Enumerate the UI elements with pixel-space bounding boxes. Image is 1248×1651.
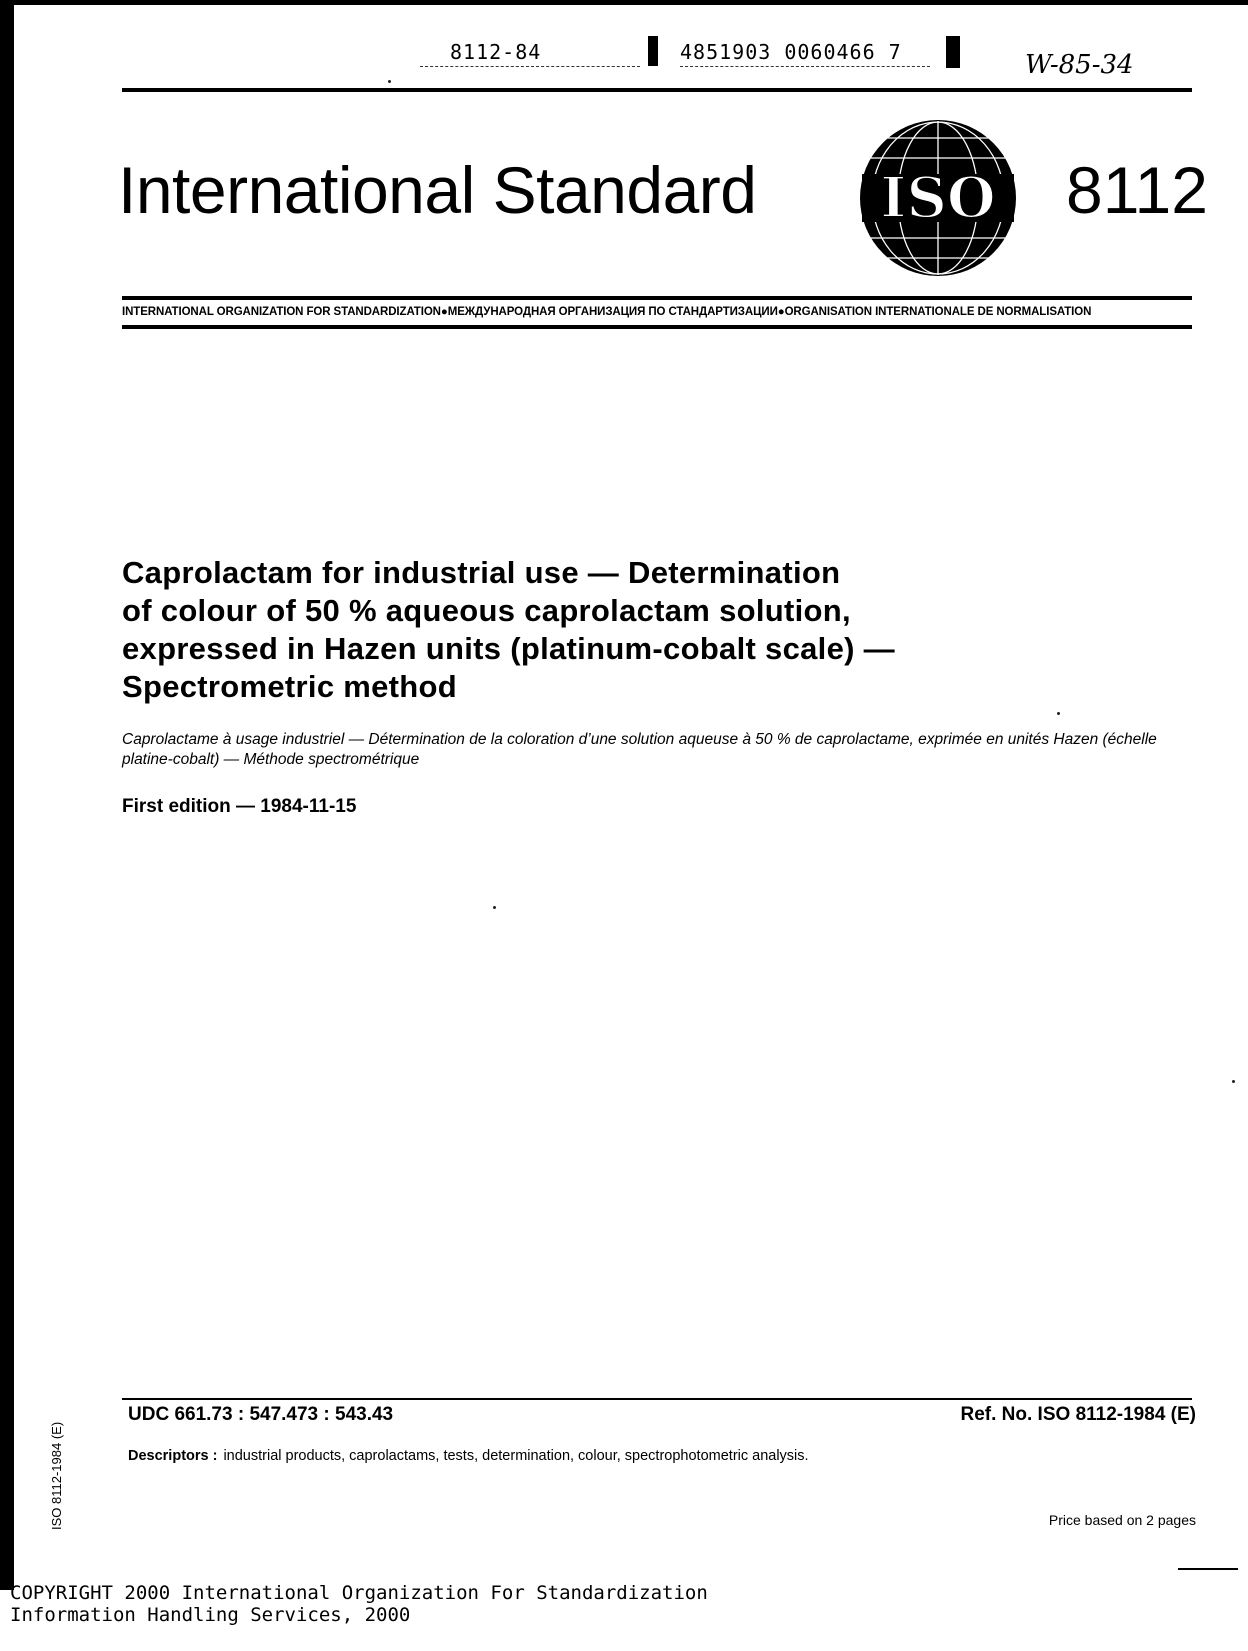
- corner-mark: [1178, 1568, 1238, 1570]
- scan-top-border: [0, 0, 1248, 5]
- stamp-bar-left: [648, 36, 658, 66]
- vertical-reference: ISO 8112-1984 (E): [49, 1421, 64, 1530]
- barcode-number-stamp: 4851903 0060466 7: [680, 40, 902, 64]
- doc-code-stamp: 8112-84: [450, 40, 542, 64]
- stamp-underline-left: [420, 66, 640, 67]
- title-line-3: expressed in Hazen units (platinum-cobalt scale) —: [122, 631, 895, 666]
- scan-speck: [1232, 1080, 1235, 1083]
- scan-speck: [388, 80, 391, 83]
- organization-line: INTERNATIONAL ORGANIZATION FOR STANDARDIZATION●МЕЖДУНАРОДНАЯ ОРГАНИЗАЦИЯ ПО СТАНДАРТИЗАЦИИ●ORGANISATION INTERNATIONALE DE NORMALISATION: [122, 306, 1092, 318]
- reference-number: Ref. No. ISO 8112-1984 (E): [960, 1404, 1196, 1425]
- iso-logo-text: ISO: [880, 165, 996, 231]
- descriptors-label: Descriptors :: [128, 1448, 218, 1464]
- price-note: Price based on 2 pages: [1048, 1512, 1196, 1528]
- stamp-underline-right: [680, 66, 930, 67]
- standard-number: 8112: [1066, 153, 1208, 227]
- copyright-notice: [10, 1582, 708, 1626]
- org-rule-bottom: [122, 325, 1192, 329]
- handwritten-note: W-85-34: [1025, 50, 1134, 80]
- page-title: International Standard: [118, 153, 757, 227]
- copyright-line-1: COPYRIGHT 2000 International Organization For Standardization: [10, 1582, 708, 1604]
- title-line-1: Caprolactam for industrial use — Determination: [122, 555, 841, 590]
- iso-logo: [858, 118, 1018, 278]
- edition-date: First edition — 1984-11-15: [122, 796, 357, 817]
- copyright-line-2: Information Handling Services, 2000: [10, 1604, 411, 1626]
- header-top-rule: [122, 88, 1192, 92]
- scan-speck: [493, 906, 496, 909]
- descriptors: [128, 1448, 809, 1464]
- udc-code: UDC 661.73 : 547.473 : 543.43: [128, 1404, 394, 1425]
- descriptors-list: industrial products, caprolactams, tests, determination, colour, spectrophotometric analysis.: [223, 1448, 809, 1464]
- document-title: [122, 554, 1122, 706]
- org-rule-top: [122, 296, 1192, 300]
- scan-left-border: [0, 0, 14, 1590]
- footer-rule: [122, 1398, 1192, 1400]
- scan-speck: [1057, 712, 1060, 715]
- stamp-bar-right: [946, 36, 960, 68]
- french-title: Caprolactame à usage industriel — Détermination de la coloration d’une solution aqueuse à 50 % de caprolactame, exprimée en unités Hazen (échelle platine-cobalt) — Méthode spectrométrique: [122, 731, 1157, 768]
- title-line-2: of colour of 50 % aqueous caprolactam solution,: [122, 593, 851, 628]
- title-line-4: Spectrometric method: [122, 669, 458, 704]
